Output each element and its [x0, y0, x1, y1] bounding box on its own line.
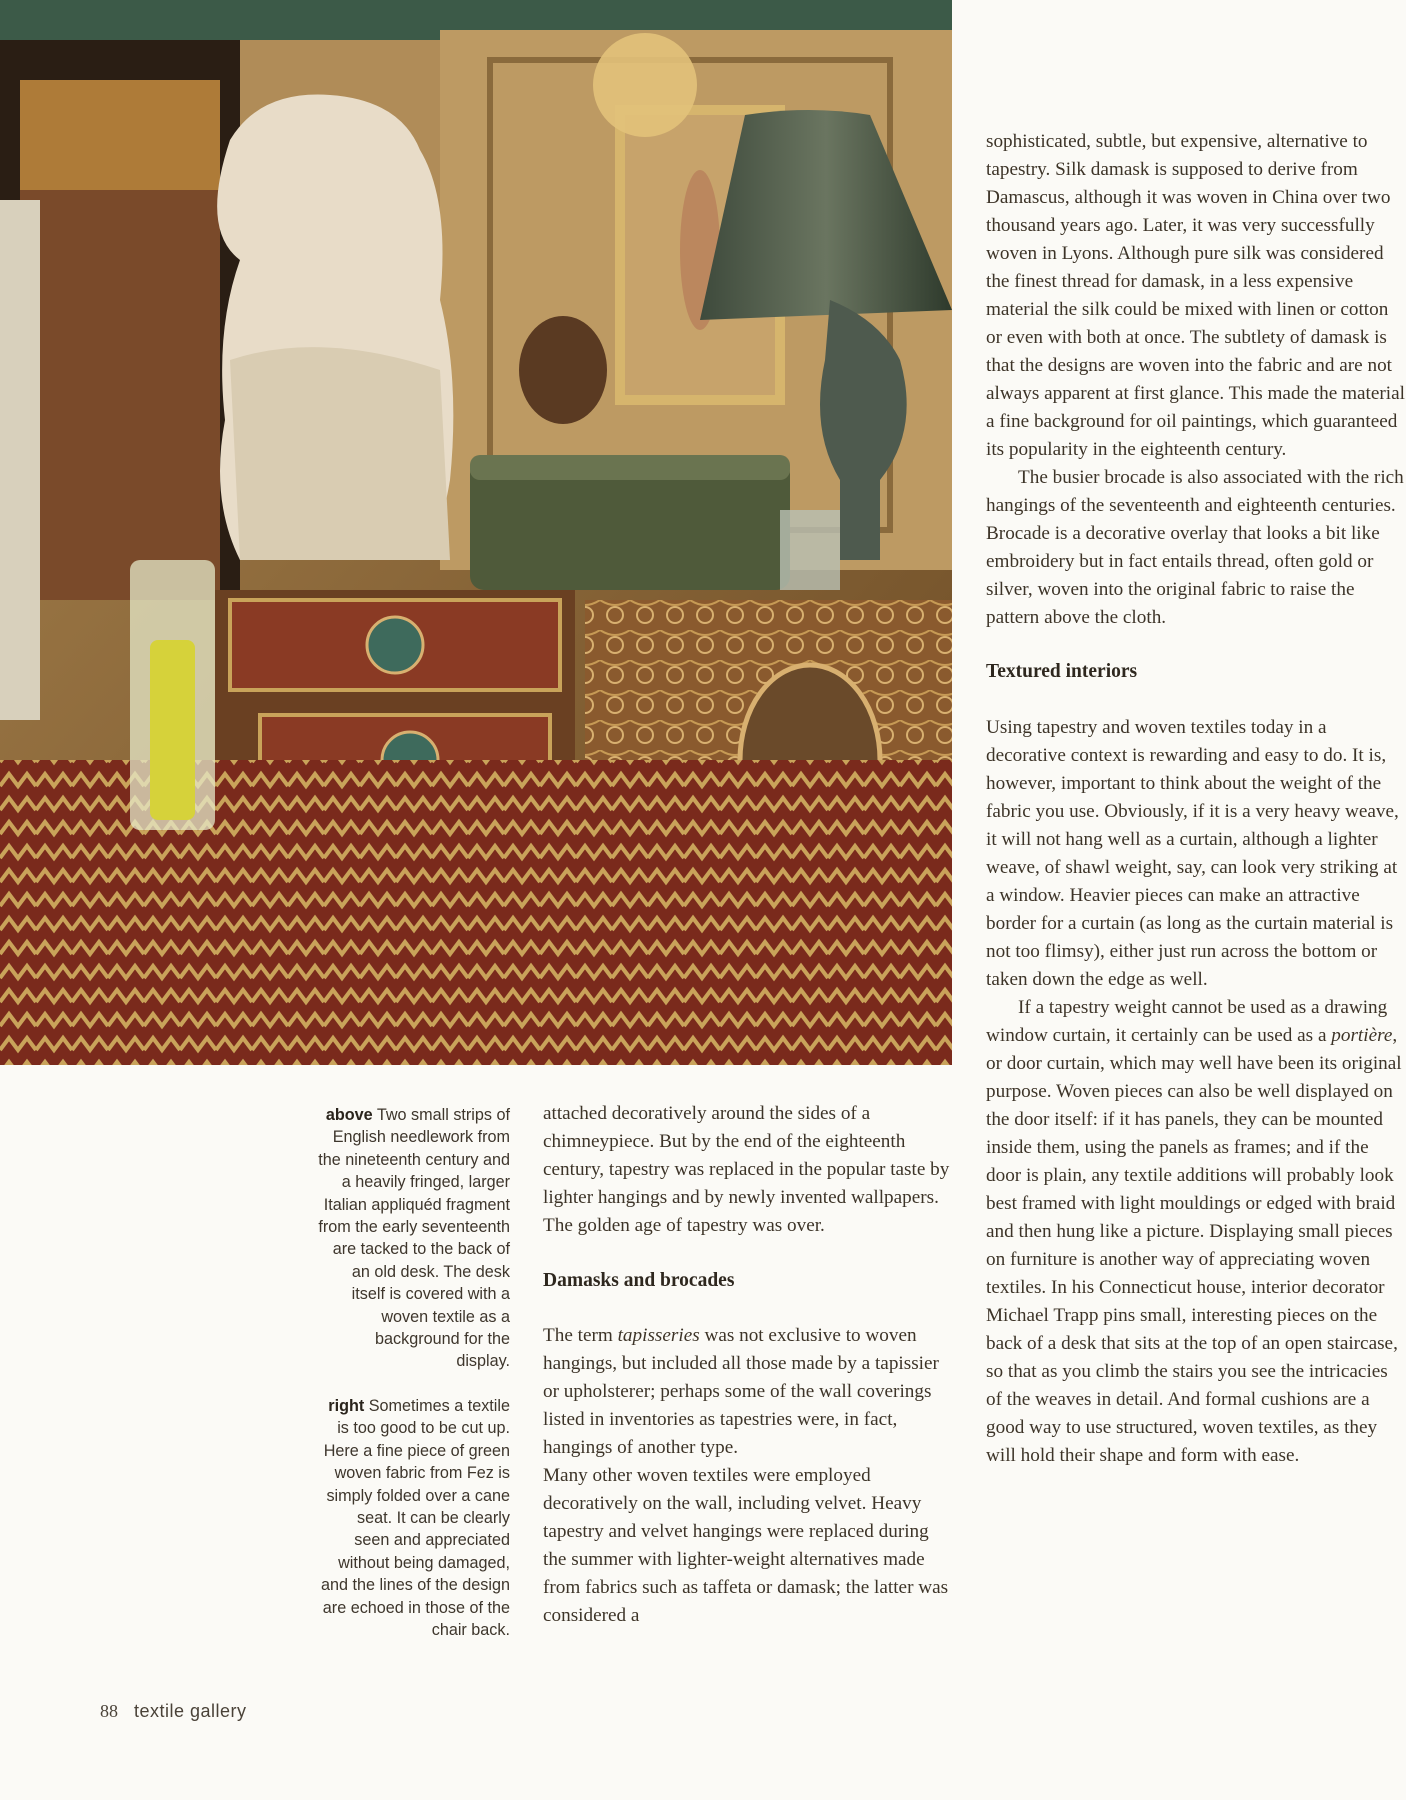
right-paragraph-3: Using tapestry and woven textiles today in a decorative context is rewarding and easy to do. It is, however, important to think about the weight of the fabric you use. Obviously, if it is a very heavy weave, it will not hang well as a curtain, although a lighter weave, of shawl weight, say, can look very striking at a window. Heavier pieces can make an attractive border for a curtain (as long as the curtain material is not too flimsy), either just run across the bottom or taken down the edge as well. — [986, 717, 1399, 990]
middle-paragraph-2 — [543, 1322, 953, 1462]
page-footer — [100, 1701, 247, 1722]
caption-above-label: above — [325, 1106, 373, 1124]
caption-right-label: right — [328, 1396, 365, 1415]
middle-p2-italic: tapisseries — [617, 1325, 700, 1346]
section-heading-damasks: Damasks and brocades — [543, 1270, 735, 1291]
right-text-column — [986, 128, 1406, 1470]
right-p4-italic: portière — [1331, 1025, 1393, 1046]
still-life-photo — [0, 0, 952, 1065]
middle-paragraph-1: attached decoratively around the sides of a chimneypiece. But by the end of the eighteenth century, tapestry was replaced in the popular taste by lighter hangings and by newly invented wallpapers. The golden age of tapestry was over. — [543, 1103, 950, 1236]
photo-illustration — [0, 0, 952, 1065]
right-paragraph-4 — [986, 994, 1406, 1470]
caption-right — [318, 1395, 510, 1641]
right-p4-end: , or door curtain, which may well have been its original purpose. Woven pieces can also be well displayed on the door itself: if it has panels, they can be mounted inside them, using the panels as frames; and if the door is plain, any textile additions will probably look best framed with light mouldings or edged with braid and then hung like a picture. Displaying small pieces on furniture is another way of appreciating woven textiles. In his Connecticut house, interior decorator Michael Trapp pins small, interesting pieces on the back of a desk that sits at the top of an open staircase, so that as you climb the stairs you see the intricacies of the weaves in detail. And formal cushions are a good way to use structured, woven textiles, as they will hold their shape and form with ease. — [986, 1025, 1402, 1466]
middle-paragraph-3: Many other woven textiles were employed decoratively on the wall, including velvet. Heavy tapestry and velvet hangings were replaced during the summer with lighter-weight alternatives made from fabrics such as taffeta or damask; the latter was considered a — [543, 1465, 949, 1626]
right-paragraph-2: The busier brocade is also associated with the rich hangings of the seventeenth and eighteenth centuries. Brocade is a decorative overlay that looks a bit like embroidery but in fact entails thread, often gold or silver, woven into the original fabric to raise the pattern above the cloth. — [986, 467, 1404, 628]
right-paragraph-1: sophisticated, subtle, but expensive, alternative to tapestry. Silk damask is supposed to derive from Damascus, although it was woven in China over two thousand years ago. Later, it was very successfully woven in Lyons. Although pure silk was considered the finest thread for damask, in a less expensive material the silk could be mixed with linen or cotton or even with both at once. The subtlety of damask is that the designs are woven into the fabric and are not always apparent at first glance. This made the material a fine background for oil paintings, which guaranteed its popularity in the eighteenth century. — [986, 131, 1405, 460]
caption-above — [318, 1104, 510, 1373]
caption-above-text: Two small strips of English needlework from the nineteenth century and a heavily fringed, larger Italian appliquéd fragment from the early seventeenth are tacked to the back of an old desk. The desk itself is covered with a woven textile as a background for the display. — [318, 1106, 510, 1371]
page-number: 88 — [100, 1701, 118, 1721]
right-p4-start: If a tapestry weight cannot be used as a drawing window curtain, it certainly can be used as a — [986, 997, 1388, 1046]
middle-text-column — [543, 1100, 953, 1630]
middle-p2-end: was not exclusive to woven hangings, but included all those made by a tapissier or upholsterer; perhaps some of the wall coverings listed in inventories as tapestries were, in fact, hangings of another type. — [543, 1325, 939, 1458]
section-heading-textured: Textured interiors — [986, 661, 1138, 682]
middle-p2-start: The term — [543, 1325, 618, 1346]
caption-right-text: Sometimes a textile is too good to be cut up. Here a fine piece of green woven fabric from Fez is simply folded over a cane seat. It can be clearly seen and appreciated without being damaged, and the lines of the design are echoed in those of the chair back. — [321, 1396, 510, 1639]
photo-caption — [318, 1104, 510, 1663]
section-name: textile gallery — [134, 1701, 247, 1721]
